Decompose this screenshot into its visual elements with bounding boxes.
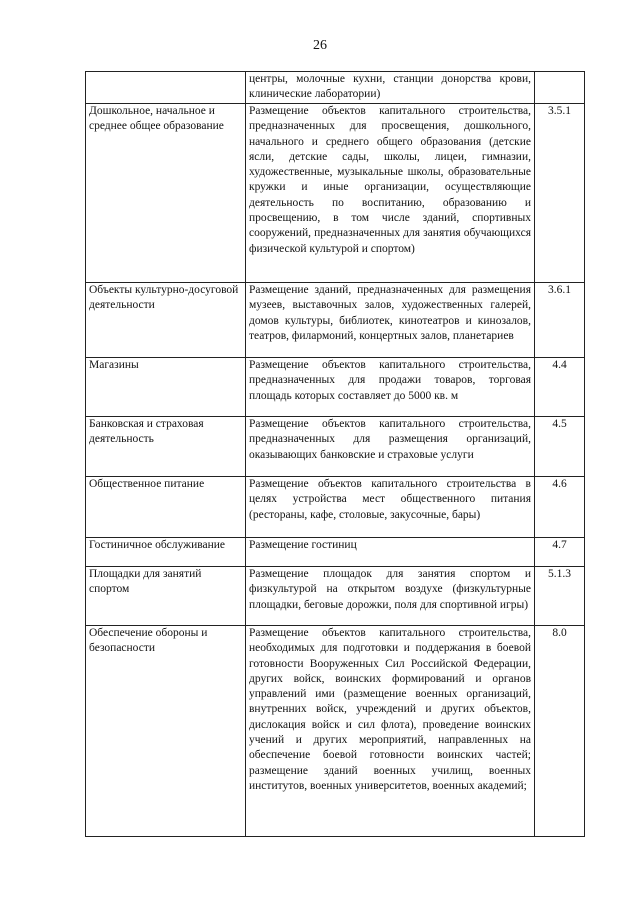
use-type-code: 4.4	[535, 358, 585, 417]
use-type-code	[535, 72, 585, 104]
use-type-name: Гостиничное обслуживание	[86, 538, 246, 567]
use-type-code: 8.0	[535, 626, 585, 837]
use-type-name: Банковская и страховая деятельность	[86, 417, 246, 477]
use-type-description: Размещение объектов капитального строительства, предназначенных для продажи товаров, торговая площадь которых составляет до 5000 кв. м	[246, 358, 535, 417]
land-use-table	[85, 71, 585, 837]
use-type-name: Общественное питание	[86, 477, 246, 538]
table-row	[86, 417, 585, 477]
table-row	[86, 477, 585, 538]
table-row	[86, 283, 585, 358]
use-type-description: Размещение площадок для занятия спортом и физкультурой на открытом воздухе (физкультурные площадки, беговые дорожки, поля для спортивной игры)	[246, 567, 535, 626]
use-type-description: Размещение объектов капитального строительства в целях устройства мест общественного питания (рестораны, кафе, столовые, закусочные, бары)	[246, 477, 535, 538]
use-type-name: Дошкольное, начальное и среднее общее образование	[86, 104, 246, 283]
use-type-code: 3.5.1	[535, 104, 585, 283]
use-type-code: 5.1.3	[535, 567, 585, 626]
use-type-name: Площадки для занятий спортом	[86, 567, 246, 626]
table-row	[86, 72, 585, 104]
use-type-code: 4.7	[535, 538, 585, 567]
use-type-description: Размещение гостиниц	[246, 538, 535, 567]
use-type-code: 4.5	[535, 417, 585, 477]
table-row	[86, 567, 585, 626]
table-row	[86, 104, 585, 283]
use-type-description: Размещение объектов капитального строительства, предназначенных для просвещения, дошкольного, начального и среднего общего образования (детские ясли, детские сады, школы, лицеи, гимназии, художественные, музыкальные школы, образовательные кружки и иные организации, осуществляющие деятельность по воспитанию, образованию и просвещению, в том числе зданий, спортивных сооружений, предназначенных для занятия обучающихся физической культурой и спортом)	[246, 104, 535, 283]
use-type-name	[86, 72, 246, 104]
table-row	[86, 358, 585, 417]
use-type-name: Объекты культурно-досуговой деятельности	[86, 283, 246, 358]
page-number: 26	[313, 38, 327, 53]
use-type-name: Магазины	[86, 358, 246, 417]
use-type-description: Размещение зданий, предназначенных для размещения музеев, выставочных залов, художественных галерей, домов культуры, библиотек, кинотеатров и кинозалов, театров, филармоний, концертных залов, планетариев	[246, 283, 535, 358]
use-type-description: центры, молочные кухни, станции донорства крови, клинические лаборатории)	[246, 72, 535, 104]
use-type-description: Размещение объектов капитального строительства, необходимых для подготовки и поддержания в боевой готовности Вооруженных Сил Российской Федерации, других войск, воинских формирований и органов управлений ими (размещение военных организаций, внутренних войск, учреждений и других объектов, дислокация войск и сил флота), проведение воинских учений и других мероприятий, направленных на обеспечение боевой готовности воинских частей; размещение зданий военных училищ, военных институтов, военных университетов, военных академий;	[246, 626, 535, 837]
use-type-description: Размещение объектов капитального строительства, предназначенных для размещения организаций, оказывающих банковские и страховые услуги	[246, 417, 535, 477]
use-type-code: 4.6	[535, 477, 585, 538]
table-row	[86, 538, 585, 567]
use-type-code: 3.6.1	[535, 283, 585, 358]
use-type-name: Обеспечение обороны и безопасности	[86, 626, 246, 837]
table-row	[86, 626, 585, 837]
